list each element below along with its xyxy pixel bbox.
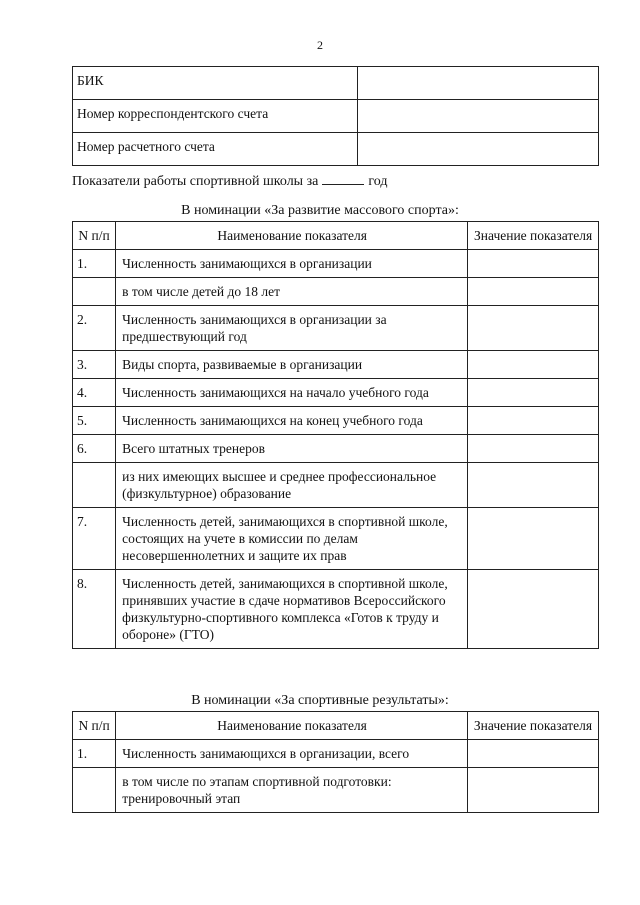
row-name: Численность занимающихся в организации, всего <box>116 740 468 768</box>
header-value: Значение показателя <box>467 712 598 740</box>
table-row <box>73 508 599 570</box>
row-value <box>468 508 599 570</box>
header-num: N п/п <box>73 222 116 250</box>
indicators-suffix: год <box>368 174 388 189</box>
bank-bik-value <box>358 67 599 100</box>
section1-caption: В номинации «За развитие массового спорта»: <box>181 203 459 218</box>
table-row <box>73 407 599 435</box>
row-name: из них имеющих высшее и среднее профессиональное (физкультурное) образование <box>116 463 468 508</box>
row-value <box>468 463 599 508</box>
row-num <box>73 463 116 508</box>
section2-caption: В номинации «За спортивные результаты»: <box>191 693 449 708</box>
row-num: 8. <box>73 570 116 649</box>
table-row <box>73 435 599 463</box>
row-num: 6. <box>73 435 116 463</box>
row-num: 3. <box>73 351 116 379</box>
row-value <box>468 351 599 379</box>
table-row <box>73 67 599 100</box>
row-num: 4. <box>73 379 116 407</box>
row-name: в том числе детей до 18 лет <box>116 278 468 306</box>
row-value <box>468 379 599 407</box>
table-row <box>73 570 599 649</box>
row-name: Численность занимающихся в организации <box>116 250 468 278</box>
row-num: 2. <box>73 306 116 351</box>
table-row <box>73 768 599 813</box>
bank-corr-account-value <box>358 100 599 133</box>
indicators-prefix: Показатели работы спортивной школы за <box>72 174 319 189</box>
table-row <box>73 100 599 133</box>
bank-details-table <box>72 66 599 166</box>
table-header-row <box>73 712 599 740</box>
table-row <box>73 278 599 306</box>
row-num: 1. <box>73 250 116 278</box>
header-num: N п/п <box>73 712 116 740</box>
table-row <box>73 133 599 166</box>
row-name: Численность детей, занимающихся в спортивной школе, состоящих на учете в комиссии по делам несовершеннолетних и защите их прав <box>116 508 468 570</box>
row-name: Численность занимающихся в организации за предшествующий год <box>116 306 468 351</box>
row-name: Численность детей, занимающихся в спортивной школе, принявших участие в сдаче нормативов Всероссийского физкультурно-спортивного комплекса «Готов к труду и обороне» (ГТО) <box>116 570 468 649</box>
row-name: Всего штатных тренеров <box>116 435 468 463</box>
header-name: Наименование показателя <box>116 712 468 740</box>
row-num: 1. <box>73 740 116 768</box>
row-value <box>467 740 598 768</box>
indicators-period-line <box>72 171 387 190</box>
row-num: 7. <box>73 508 116 570</box>
year-blank <box>322 171 364 185</box>
row-num <box>73 768 116 813</box>
table-header-row <box>73 222 599 250</box>
bank-bik-label: БИК <box>73 67 358 100</box>
table-row <box>73 306 599 351</box>
bank-settlement-account-value <box>358 133 599 166</box>
row-value <box>468 250 599 278</box>
header-value: Значение показателя <box>468 222 599 250</box>
sport-results-table <box>72 711 599 813</box>
table-row <box>73 351 599 379</box>
row-num <box>73 278 116 306</box>
bank-corr-account-label: Номер корреспондентского счета <box>73 100 358 133</box>
row-name: Численность занимающихся на начало учебного года <box>116 379 468 407</box>
row-value <box>468 306 599 351</box>
bank-settlement-account-label: Номер расчетного счета <box>73 133 358 166</box>
table-row <box>73 379 599 407</box>
mass-sport-table <box>72 221 599 649</box>
table-row <box>73 250 599 278</box>
row-name: в том числе по этапам спортивной подготовки: тренировочный этап <box>116 768 468 813</box>
row-num: 5. <box>73 407 116 435</box>
row-value <box>467 768 598 813</box>
page-number: 2 <box>317 38 323 52</box>
row-value <box>468 407 599 435</box>
table-row <box>73 740 599 768</box>
row-value <box>468 435 599 463</box>
row-value <box>468 570 599 649</box>
table-row <box>73 463 599 508</box>
row-name: Виды спорта, развиваемые в организации <box>116 351 468 379</box>
header-name: Наименование показателя <box>116 222 468 250</box>
row-name: Численность занимающихся на конец учебного года <box>116 407 468 435</box>
row-value <box>468 278 599 306</box>
